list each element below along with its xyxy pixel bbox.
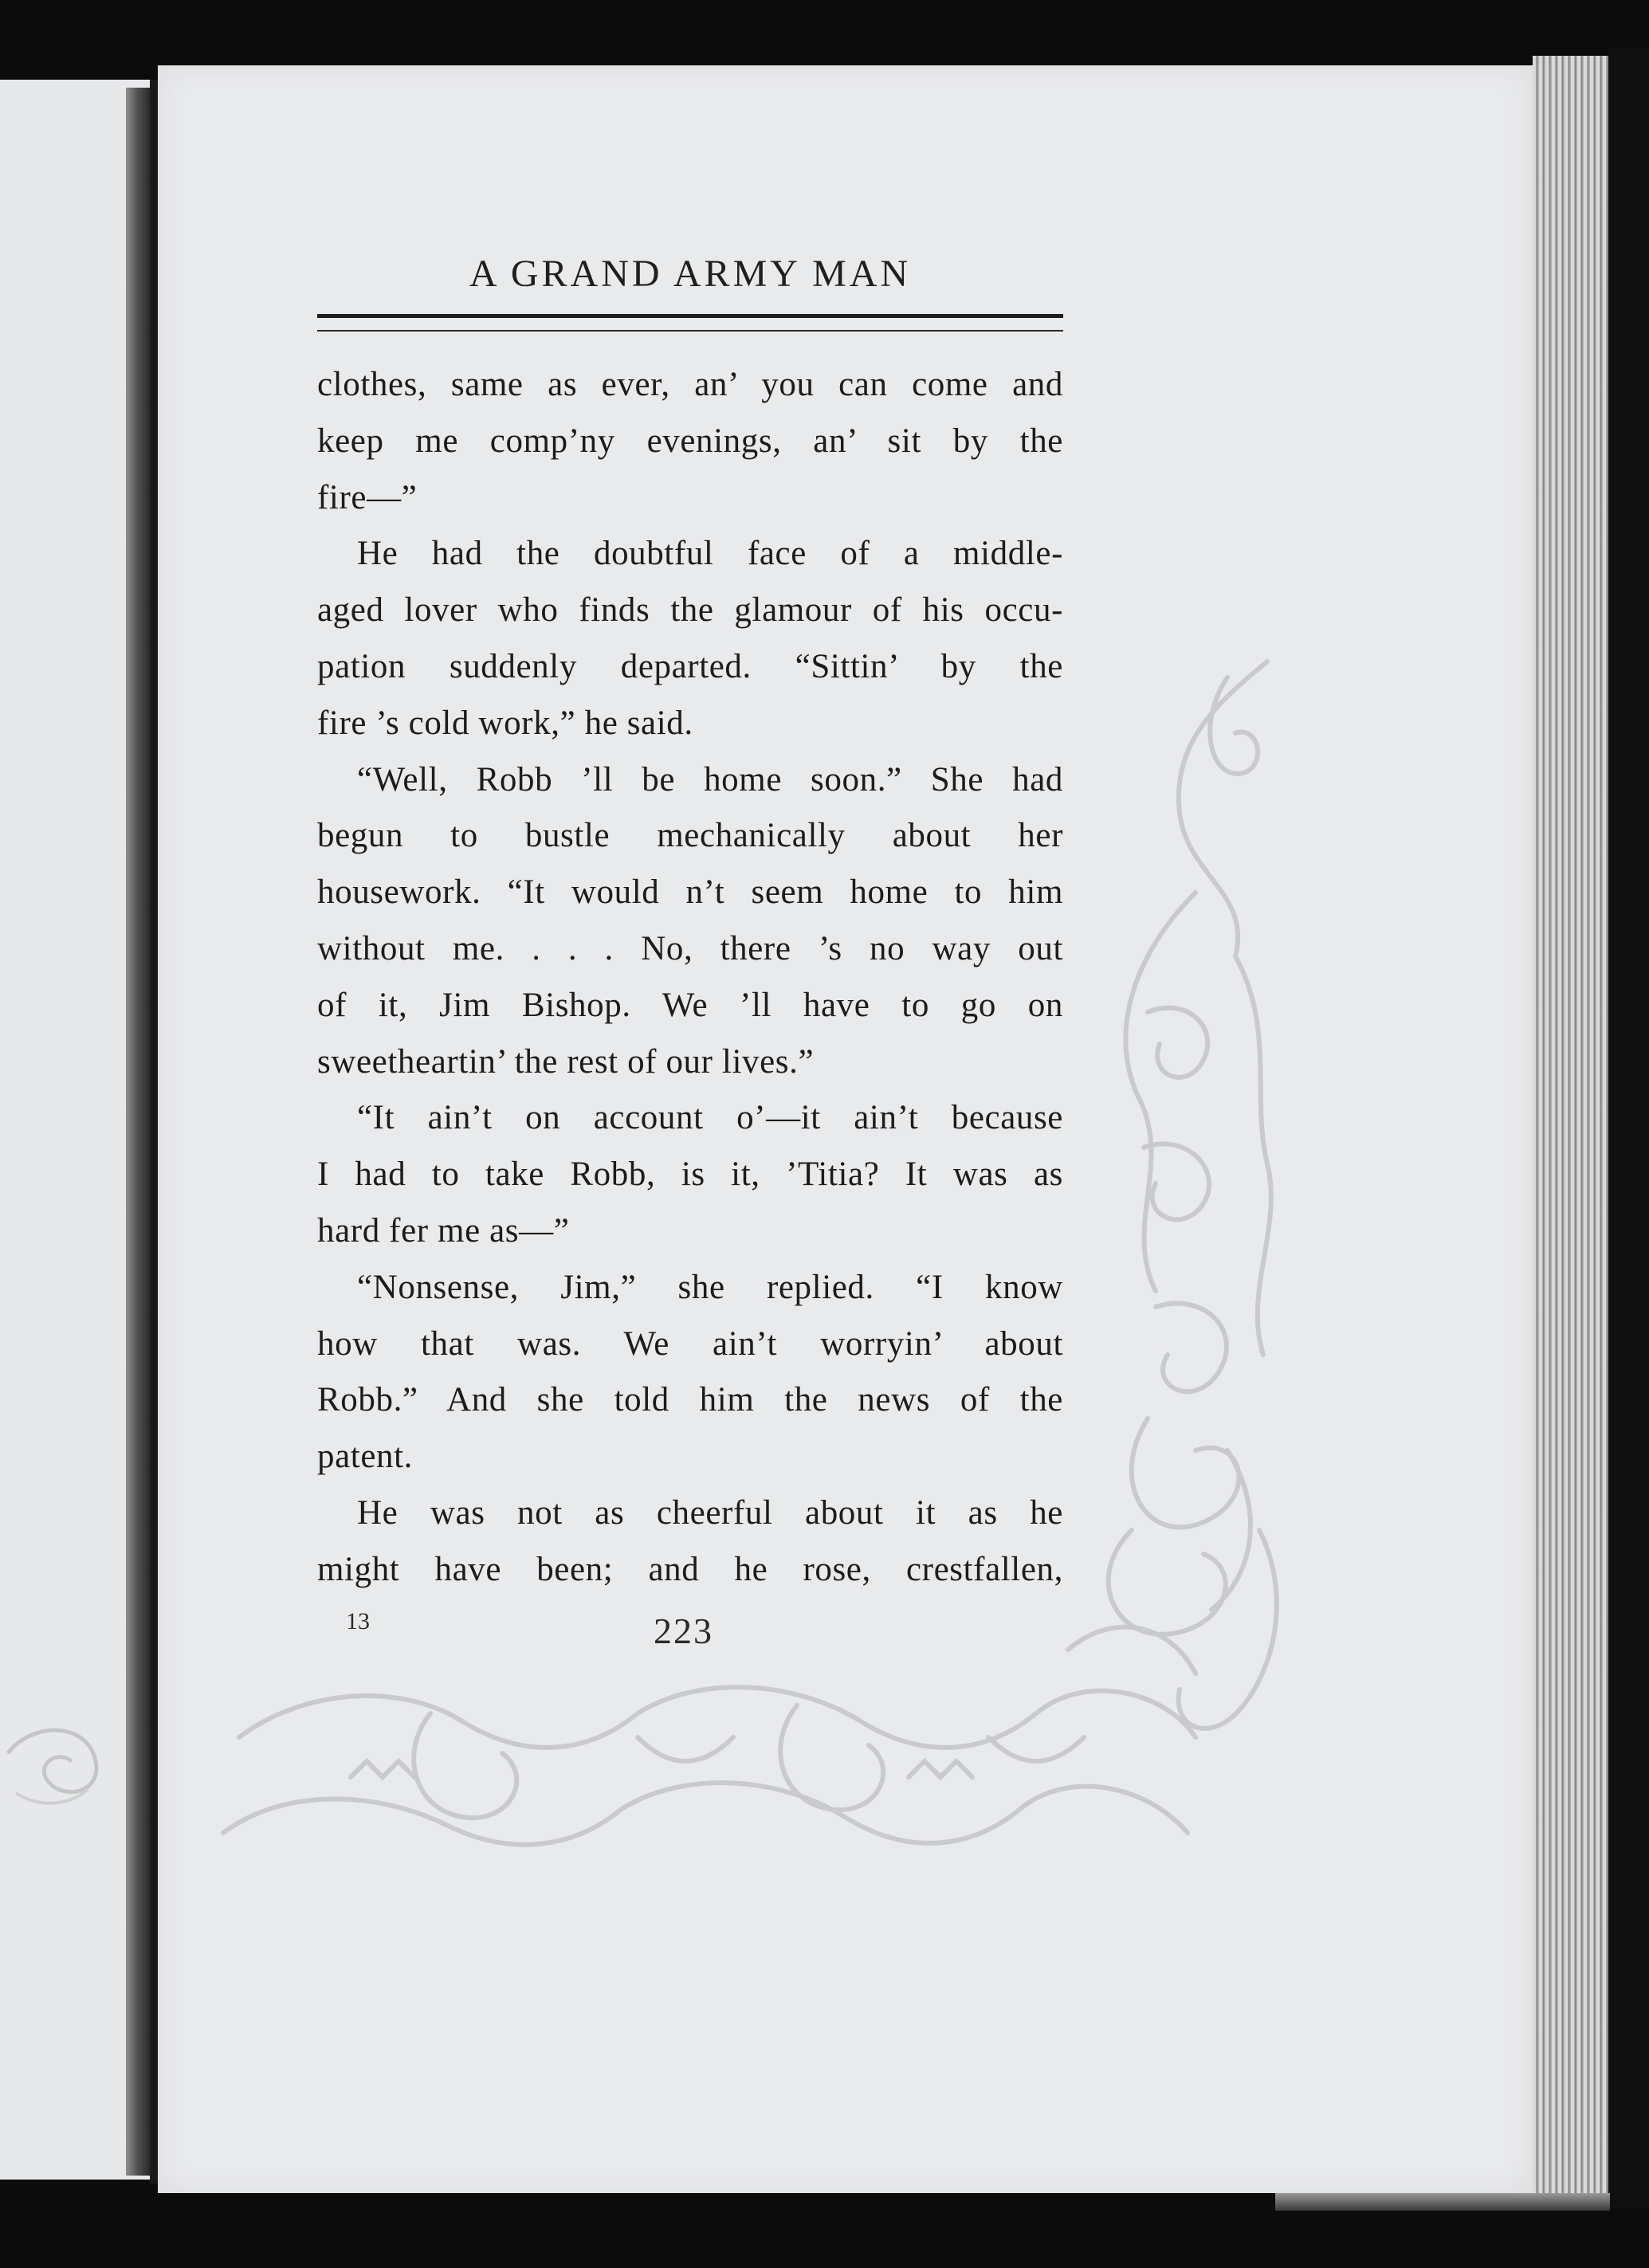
cover-edge: [1608, 48, 1649, 2207]
text-line: housework. “It would n’t seem home to him: [317, 873, 1063, 912]
header-rule-thick: [317, 314, 1063, 318]
page-edges: [1533, 56, 1608, 2199]
text-line: He had the doubtful face of a middle-: [357, 535, 1063, 573]
text-line: “Well, Robb ’ll be home soon.” She had: [357, 760, 1063, 799]
running-head: A GRAND ARMY MAN: [469, 253, 912, 295]
signature-mark: 13: [346, 1608, 370, 1634]
text-line: “It ain’t on account o’—it ain’t because: [357, 1099, 1063, 1137]
text-line: aged lover who finds the glamour of his occu-: [317, 591, 1063, 630]
text-line: might have been; and he rose, crestfallen,: [317, 1550, 1063, 1588]
text-line: clothes, same as ever, an’ you can come and: [317, 366, 1063, 403]
header-rule-thin: [317, 330, 1063, 332]
text-line: without me. . . . No, there ’s no way out: [317, 929, 1063, 967]
text-line: patent.: [317, 1438, 414, 1476]
facing-page-ornament-fragment: [0, 1705, 120, 1825]
text-line: fire ’s cold work,” he said.: [317, 704, 693, 742]
gutter-shadow: [126, 88, 150, 2176]
text-line: how that was. We ain’t worryin’ about: [317, 1324, 1063, 1363]
text-line: begun to bustle mechanically about her: [317, 817, 1063, 855]
text-line: keep me comp’ny evenings, an’ sit by the: [317, 422, 1063, 460]
text-line: He was not as cheerful about it as he: [357, 1493, 1063, 1532]
text-line: Robb.” And she told him the news of the: [317, 1381, 1063, 1419]
text-line: sweetheartin’ the rest of our lives.”: [317, 1042, 815, 1081]
gutter: [150, 80, 158, 2184]
text-line: pation suddenly departed. “Sittin’ by the: [317, 647, 1063, 685]
page-number: 223: [654, 1611, 713, 1651]
text-line: “Nonsense, Jim,” she replied. “I know: [357, 1268, 1063, 1306]
text-line: of it, Jim Bishop. We ’ll have to go on: [317, 986, 1063, 1024]
bottom-page-edge: [1275, 2193, 1610, 2211]
text-line: hard fer me as—”: [317, 1211, 570, 1250]
body-text: [317, 357, 1063, 1599]
text-line: I had to take Robb, is it, ’Titia? It was as: [317, 1156, 1063, 1194]
text-line: fire—”: [317, 478, 418, 516]
